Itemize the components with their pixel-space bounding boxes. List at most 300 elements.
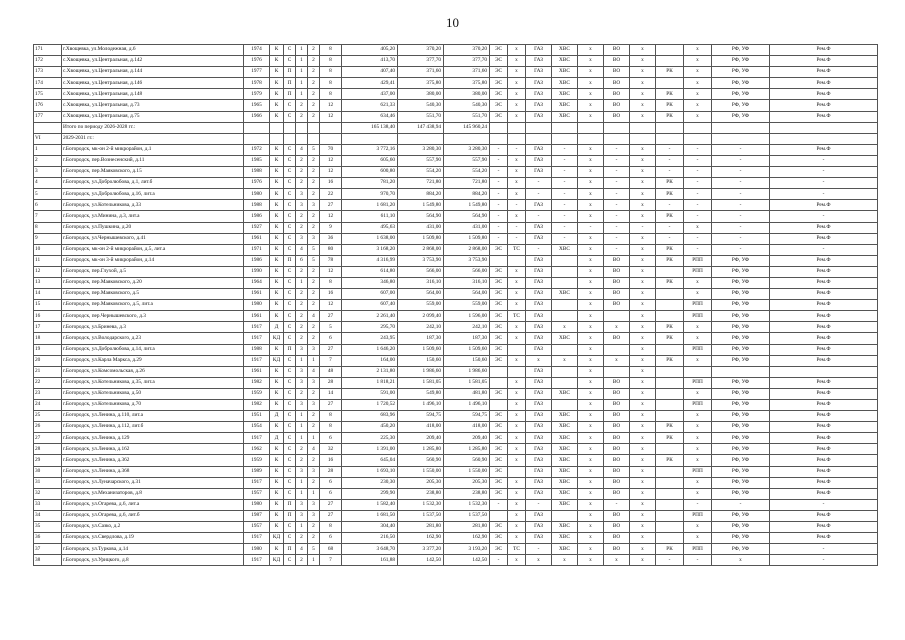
cell-rpp: х xyxy=(684,444,712,455)
cell-no xyxy=(34,122,62,133)
table-row xyxy=(34,499,878,510)
cell-vo: ВО xyxy=(604,400,630,411)
cell-apts: 7 xyxy=(320,355,342,366)
cell-t3: 1 596,00 xyxy=(444,311,490,322)
cell-hvs xyxy=(552,311,578,322)
cell-floors: 5 xyxy=(308,544,320,555)
cell-es: ЭС xyxy=(490,277,508,288)
cell-rfuf: - xyxy=(712,211,770,222)
cell-rfuf: РФ, УФ xyxy=(712,433,770,444)
cell-t1: 4 316,99 xyxy=(342,255,398,266)
cell-rfuf: РФ, УФ xyxy=(712,522,770,533)
cell-t2: 594,75 xyxy=(398,411,444,422)
page-number: 10 xyxy=(446,15,459,30)
cell-remf: Рем.Ф xyxy=(770,411,878,422)
cell-apts: 6 xyxy=(320,533,342,544)
cell-ts: х xyxy=(508,455,526,466)
cell-t3: 551,70 xyxy=(444,111,490,122)
cell-x2: х xyxy=(630,499,656,510)
cell-remf: Рем.Ф xyxy=(770,433,878,444)
cell-es: ЭС xyxy=(490,422,508,433)
cell-hvs xyxy=(552,344,578,355)
cell-t1: 161,88 xyxy=(342,555,398,566)
cell-no: 32 xyxy=(34,488,62,499)
cell-vo: - xyxy=(604,155,630,166)
cell-t1: 407,40 xyxy=(342,67,398,78)
cell-es: ЭС xyxy=(490,289,508,300)
cell-rk xyxy=(656,133,684,144)
cell-gaz: ГАЗ xyxy=(526,433,552,444)
cell-hvs: ХВС xyxy=(552,466,578,477)
cell-t3: 150,60 xyxy=(444,355,490,366)
cell-apts: 27 xyxy=(320,344,342,355)
cell-gaz: ГАЗ xyxy=(526,333,552,344)
cell-t3: 564,00 xyxy=(444,289,490,300)
table-row xyxy=(34,366,878,377)
cell-mat1: К xyxy=(270,67,284,78)
cell-t3: 884,20 xyxy=(444,189,490,200)
cell-gaz: ГАЗ xyxy=(526,366,552,377)
cell-vo: ВО xyxy=(604,477,630,488)
cell-entr: 3 xyxy=(296,233,308,244)
cell-x2: х xyxy=(630,244,656,255)
cell-hvs: ХВС xyxy=(552,100,578,111)
cell-rpp: РПП xyxy=(684,300,712,311)
cell-rpp: - xyxy=(684,499,712,510)
cell-rfuf: РФ, УФ xyxy=(712,266,770,277)
cell-x1: х xyxy=(578,89,604,100)
cell-t2: 370,20 xyxy=(398,45,444,56)
cell-t2: 560,90 xyxy=(398,455,444,466)
cell-t3: 540,30 xyxy=(444,100,490,111)
cell-rk: РК xyxy=(656,355,684,366)
cell-t3: 481,80 xyxy=(444,388,490,399)
cell-vo: ВО xyxy=(604,67,630,78)
cell-floors: 2 xyxy=(308,189,320,200)
cell-remf: Рем.Ф xyxy=(770,488,878,499)
table-row xyxy=(34,222,878,233)
cell-x2: х xyxy=(630,255,656,266)
cell-x1: х xyxy=(578,300,604,311)
cell-t1: 781,20 xyxy=(342,178,398,189)
cell-entr: 4 xyxy=(296,244,308,255)
cell-vo: ВО xyxy=(604,388,630,399)
cell-es xyxy=(490,400,508,411)
cell-rk: РК xyxy=(656,255,684,266)
table-row xyxy=(34,444,878,455)
cell-hvs xyxy=(552,277,578,288)
cell-es: ЭС xyxy=(490,477,508,488)
cell-floors xyxy=(308,133,320,144)
cell-t2: 147 438,94 xyxy=(398,122,444,133)
cell-mat2: С xyxy=(284,189,296,200)
cell-remf: Рем.Ф xyxy=(770,67,878,78)
cell-es: ЭС xyxy=(490,45,508,56)
cell-gaz: ГАЗ xyxy=(526,455,552,466)
cell-rfuf: РФ, УФ xyxy=(712,377,770,388)
cell-gaz: ГАЗ xyxy=(526,344,552,355)
cell-es: - xyxy=(490,144,508,155)
cell-remf: Рем.Ф xyxy=(770,510,878,521)
cell-gaz: - xyxy=(526,244,552,255)
cell-floors: 2 xyxy=(308,222,320,233)
cell-entr xyxy=(296,122,308,133)
cell-ts: х xyxy=(508,78,526,89)
cell-t1: 304,40 xyxy=(342,522,398,533)
cell-rpp: х xyxy=(684,45,712,56)
cell-ts: - xyxy=(508,233,526,244)
cell-mat1: КД xyxy=(270,555,284,566)
cell-rk: РК xyxy=(656,89,684,100)
cell-gaz: ГАЗ xyxy=(526,422,552,433)
cell-hvs: ХВС xyxy=(552,499,578,510)
cell-addr: г.Богородск, пер.Маяковского, д.15 xyxy=(62,167,244,178)
cell-gaz xyxy=(526,133,552,144)
cell-mat2: С xyxy=(284,111,296,122)
cell-mat1: Д xyxy=(270,411,284,422)
cell-year: 1986 xyxy=(244,211,270,222)
cell-year: 1965 xyxy=(244,100,270,111)
cell-floors: 3 xyxy=(308,233,320,244)
table-row xyxy=(34,133,878,144)
cell-remf: Рем.Ф xyxy=(770,522,878,533)
cell-es: ЭС xyxy=(490,388,508,399)
cell-rk xyxy=(656,289,684,300)
cell-no: 38 xyxy=(34,555,62,566)
cell-year: 1989 xyxy=(244,466,270,477)
cell-apts: 70 xyxy=(320,144,342,155)
cell-no: 13 xyxy=(34,277,62,288)
cell-addr: г.Богородск, ул.Чернышевского, д.41 xyxy=(62,233,244,244)
cell-hvs: ХВС xyxy=(552,544,578,555)
cell-t3: 1 537,50 xyxy=(444,510,490,521)
cell-entr: 6 xyxy=(296,255,308,266)
cell-rk: РК xyxy=(656,544,684,555)
cell-entr: 1 xyxy=(296,411,308,422)
cell-entr: 3 xyxy=(296,377,308,388)
cell-x2: х xyxy=(630,111,656,122)
cell-ts: х xyxy=(508,333,526,344)
cell-rpp: РПП xyxy=(684,400,712,411)
cell-remf: - xyxy=(770,499,878,510)
cell-t3: 377,70 xyxy=(444,56,490,67)
cell-apts: 16 xyxy=(320,178,342,189)
cell-x1: х xyxy=(578,366,604,377)
cell-vo: ВО xyxy=(604,266,630,277)
table-row xyxy=(34,100,878,111)
table-row xyxy=(34,488,878,499)
cell-hvs: ХВС xyxy=(552,78,578,89)
cell-rk xyxy=(656,56,684,67)
cell-gaz: - xyxy=(526,178,552,189)
cell-t3: 3 280,30 xyxy=(444,144,490,155)
cell-x2: х xyxy=(630,144,656,155)
cell-remf: - xyxy=(770,167,878,178)
cell-rk xyxy=(656,488,684,499)
cell-t2: 721,80 xyxy=(398,178,444,189)
cell-x1: х xyxy=(578,355,604,366)
cell-x2: х xyxy=(630,167,656,178)
cell-entr: 1 xyxy=(296,488,308,499)
cell-x2: х xyxy=(630,311,656,322)
cell-addr: г.Богородск, ул.Володарского, д.23 xyxy=(62,333,244,344)
cell-x2: х xyxy=(630,277,656,288)
cell-ts: х xyxy=(508,277,526,288)
cell-t1: 607,00 xyxy=(342,289,398,300)
cell-addr: г.Богородск, ул.Котельникова, д.50 xyxy=(62,388,244,399)
cell-hvs: ХВС xyxy=(552,411,578,422)
cell-entr: 1 xyxy=(296,78,308,89)
cell-entr: 4 xyxy=(296,544,308,555)
cell-entr: 2 xyxy=(296,555,308,566)
cell-rk: - xyxy=(656,200,684,211)
cell-rfuf: РФ, УФ xyxy=(712,355,770,366)
cell-es: ЭС xyxy=(490,111,508,122)
cell-hvs: ХВС xyxy=(552,56,578,67)
cell-remf: - xyxy=(770,555,878,566)
cell-mat2: С xyxy=(284,488,296,499)
cell-entr: 2 xyxy=(296,388,308,399)
cell-no: 4 xyxy=(34,178,62,189)
cell-rfuf: РФ, УФ xyxy=(712,533,770,544)
cell-rfuf: РФ, УФ xyxy=(712,277,770,288)
cell-hvs: ХВС xyxy=(552,433,578,444)
cell-hvs: ХВС xyxy=(552,422,578,433)
cell-x1: х xyxy=(578,56,604,67)
cell-remf: Рем.Ф xyxy=(770,311,878,322)
cell-addr: г.Богородск, мк-он 2-й микрорайон, д.1 xyxy=(62,144,244,155)
cell-year: 1974 xyxy=(244,45,270,56)
cell-es: - xyxy=(490,555,508,566)
cell-entr: 3 xyxy=(296,189,308,200)
cell-year: 1978 xyxy=(244,78,270,89)
cell-addr: г.Богородск, ул.Ленина, д.362 xyxy=(62,455,244,466)
cell-apts: 14 xyxy=(320,388,342,399)
cell-t2: 1 285,80 xyxy=(398,444,444,455)
cell-entr: 2 xyxy=(296,322,308,333)
cell-t3: 1 509,60 xyxy=(444,344,490,355)
cell-t1: 621,33 xyxy=(342,100,398,111)
cell-es: - xyxy=(490,189,508,200)
cell-x2: х xyxy=(630,322,656,333)
cell-x2 xyxy=(630,122,656,133)
cell-mat2: С xyxy=(284,411,296,422)
cell-es: ЭС xyxy=(490,522,508,533)
cell-x2: х xyxy=(630,522,656,533)
cell-apts: 7 xyxy=(320,555,342,566)
cell-apts: 28 xyxy=(320,466,342,477)
cell-hvs xyxy=(552,300,578,311)
cell-vo: ВО xyxy=(604,510,630,521)
cell-ts: х xyxy=(508,522,526,533)
cell-rk xyxy=(656,499,684,510)
cell-mat2: С xyxy=(284,45,296,56)
cell-rfuf: РФ, УФ xyxy=(712,289,770,300)
cell-apts: 32 xyxy=(320,444,342,455)
cell-remf xyxy=(770,122,878,133)
cell-mat1: К xyxy=(270,155,284,166)
cell-addr: г.Богородск, мк-он 3-й микрорайон, д.14 xyxy=(62,255,244,266)
cell-entr: 2 xyxy=(296,111,308,122)
cell-es: - xyxy=(490,222,508,233)
cell-x1: х xyxy=(578,277,604,288)
cell-floors: 2 xyxy=(308,422,320,433)
cell-floors: 1 xyxy=(308,488,320,499)
cell-x1: х xyxy=(578,289,604,300)
cell-es: ЭС xyxy=(490,355,508,366)
cell-apts: 28 xyxy=(320,377,342,388)
cell-no: 26 xyxy=(34,422,62,433)
cell-mat1: К xyxy=(270,289,284,300)
cell-year: 1957 xyxy=(244,488,270,499)
cell-es xyxy=(490,510,508,521)
cell-mat1: К xyxy=(270,100,284,111)
cell-t3: 375,80 xyxy=(444,78,490,89)
cell-rfuf: - xyxy=(712,189,770,200)
cell-t2: 418,00 xyxy=(398,422,444,433)
cell-t2: 3 753,90 xyxy=(398,255,444,266)
table-row xyxy=(34,211,878,222)
cell-rpp: - xyxy=(684,555,712,566)
table-row xyxy=(34,233,878,244)
cell-rpp: РПП xyxy=(684,544,712,555)
cell-es: ЭС xyxy=(490,455,508,466)
cell-vo: ВО xyxy=(604,544,630,555)
cell-x2: х xyxy=(630,178,656,189)
cell-apts: 12 xyxy=(320,300,342,311)
cell-remf: Рем.Ф xyxy=(770,100,878,111)
cell-t2: 375,80 xyxy=(398,78,444,89)
cell-hvs: - xyxy=(552,144,578,155)
cell-x1: х xyxy=(578,477,604,488)
cell-mat2: П xyxy=(284,67,296,78)
cell-t3: 371,60 xyxy=(444,67,490,78)
cell-rpp: - xyxy=(684,155,712,166)
cell-x2: х xyxy=(630,211,656,222)
cell-ts: ТС xyxy=(508,311,526,322)
cell-rfuf: РФ, УФ xyxy=(712,300,770,311)
cell-no: 172 xyxy=(34,56,62,67)
cell-mat2: С xyxy=(284,477,296,488)
cell-gaz: - xyxy=(526,189,552,200)
cell-hvs: - xyxy=(552,222,578,233)
cell-rfuf: - xyxy=(712,155,770,166)
cell-x2: х xyxy=(630,544,656,555)
cell-no: 7 xyxy=(34,211,62,222)
cell-ts: х xyxy=(508,322,526,333)
cell-addr: с.Хвощевка, ул.Центральная, д.144 xyxy=(62,67,244,78)
cell-x2: х xyxy=(630,388,656,399)
cell-ts: х xyxy=(508,499,526,510)
cell-hvs xyxy=(552,510,578,521)
cell-floors: 4 xyxy=(308,444,320,455)
cell-mat2: С xyxy=(284,155,296,166)
cell-mat2: С xyxy=(284,167,296,178)
cell-apts: 8 xyxy=(320,78,342,89)
cell-mat2: С xyxy=(284,522,296,533)
cell-ts: - xyxy=(508,144,526,155)
cell-no: VI xyxy=(34,133,62,144)
table-row xyxy=(34,122,878,133)
cell-gaz: ГАЗ xyxy=(526,444,552,455)
cell-mat1: К xyxy=(270,466,284,477)
cell-rpp: РПП xyxy=(684,466,712,477)
cell-t3: 238,80 xyxy=(444,488,490,499)
cell-ts: х xyxy=(508,555,526,566)
cell-gaz: ГАЗ xyxy=(526,510,552,521)
cell-gaz xyxy=(526,122,552,133)
cell-es: - xyxy=(490,167,508,178)
cell-x2: - xyxy=(630,222,656,233)
cell-es: ЭС xyxy=(490,444,508,455)
cell-addr: г.Богородск, ул.Бринева, д.3 xyxy=(62,322,244,333)
cell-apts: 8 xyxy=(320,277,342,288)
cell-apts xyxy=(320,122,342,133)
cell-mat1: К xyxy=(270,189,284,200)
cell-x2: х xyxy=(630,555,656,566)
cell-t3: 1 532,30 xyxy=(444,499,490,510)
cell-mat1: К xyxy=(270,56,284,67)
cell-year: 1982 xyxy=(244,377,270,388)
cell-mat1: К xyxy=(270,277,284,288)
cell-t3: 2 868,00 xyxy=(444,244,490,255)
cell-ts: - xyxy=(508,222,526,233)
cell-ts: х xyxy=(508,178,526,189)
cell-vo xyxy=(604,311,630,322)
cell-rpp xyxy=(684,366,712,377)
cell-rpp: - xyxy=(684,244,712,255)
cell-es: - xyxy=(490,211,508,222)
cell-entr: 4 xyxy=(296,144,308,155)
table-row xyxy=(34,400,878,411)
cell-entr: 2 xyxy=(296,333,308,344)
cell-rk xyxy=(656,122,684,133)
cell-rfuf: - xyxy=(712,244,770,255)
cell-remf: Рем.Ф xyxy=(770,289,878,300)
cell-rk xyxy=(656,522,684,533)
cell-t3: 1 986,60 xyxy=(444,366,490,377)
cell-vo xyxy=(604,133,630,144)
cell-t3: 3 753,90 xyxy=(444,255,490,266)
cell-apts: 78 xyxy=(320,255,342,266)
cell-x1: х xyxy=(578,533,604,544)
cell-addr: Итого по периоду 2026-2028 гг.: xyxy=(62,122,244,133)
cell-x2: х xyxy=(630,422,656,433)
cell-mat2: С xyxy=(284,400,296,411)
cell-es xyxy=(490,133,508,144)
cell-remf: Рем.Ф xyxy=(770,344,878,355)
cell-rfuf: - xyxy=(712,200,770,211)
cell-mat2: С xyxy=(284,200,296,211)
cell-t3: 1 549,80 xyxy=(444,200,490,211)
cell-t1: 634,46 xyxy=(342,111,398,122)
cell-rfuf: РФ, УФ xyxy=(712,322,770,333)
cell-t1: 1 720,52 xyxy=(342,400,398,411)
cell-t1: 607,40 xyxy=(342,300,398,311)
cell-no: 34 xyxy=(34,510,62,521)
cell-mat2: С xyxy=(284,289,296,300)
cell-vo: ВО xyxy=(604,45,630,56)
cell-hvs: х xyxy=(552,322,578,333)
cell-remf: Рем.Ф xyxy=(770,466,878,477)
cell-apts: 8 xyxy=(320,45,342,56)
table-row xyxy=(34,455,878,466)
cell-entr xyxy=(296,133,308,144)
cell-rk xyxy=(656,78,684,89)
cell-x1: х xyxy=(578,144,604,155)
cell-floors: 5 xyxy=(308,255,320,266)
cell-rfuf: РФ, УФ xyxy=(712,400,770,411)
